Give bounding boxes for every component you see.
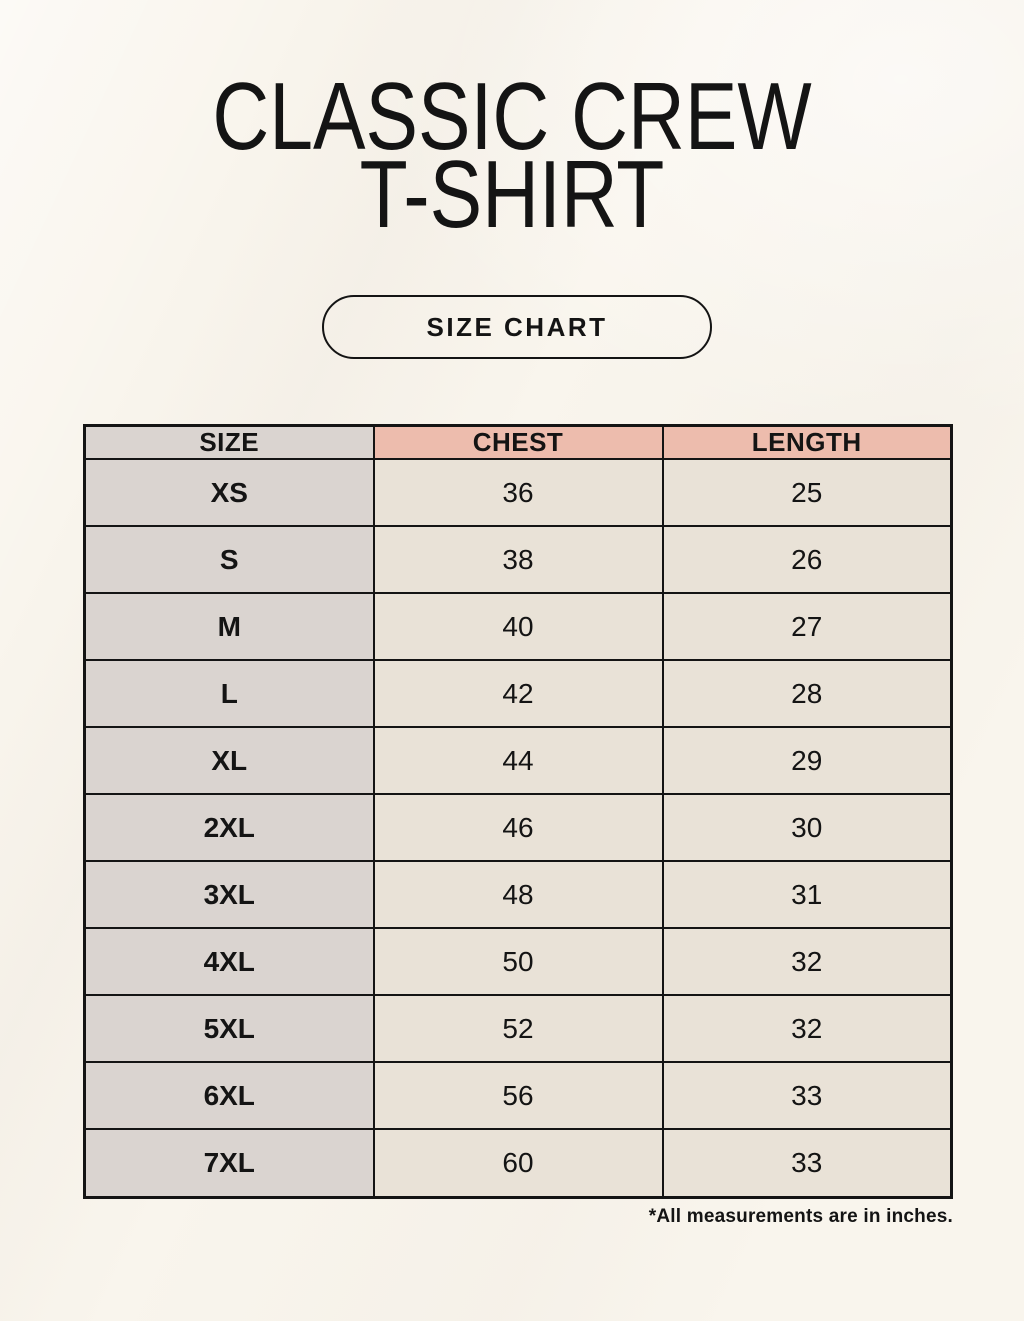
size-table	[83, 424, 953, 1199]
page-title-line-1: CLASSIC CREW	[212, 63, 812, 170]
chest-cell: 40	[374, 593, 663, 660]
table-row	[85, 928, 952, 995]
table-row	[85, 1129, 952, 1197]
table-row	[85, 593, 952, 660]
chest-cell: 56	[374, 1062, 663, 1129]
size-table-container	[83, 424, 953, 1199]
length-cell: 28	[663, 660, 952, 727]
header-row	[85, 426, 952, 460]
size-cell: 2XL	[85, 794, 374, 861]
chest-cell: 50	[374, 928, 663, 995]
page-title-line-2: T-SHIRT	[359, 141, 665, 248]
size-cell: L	[85, 660, 374, 727]
chest-cell: 48	[374, 861, 663, 928]
chest-cell: 46	[374, 794, 663, 861]
length-cell: 30	[663, 794, 952, 861]
length-cell: 25	[663, 459, 952, 526]
header-cell-size: SIZE	[85, 426, 374, 460]
chest-cell: 52	[374, 995, 663, 1062]
table-row	[85, 660, 952, 727]
table-row	[85, 1062, 952, 1129]
table-row	[85, 794, 952, 861]
size-cell: 7XL	[85, 1129, 374, 1197]
length-cell: 33	[663, 1129, 952, 1197]
table-row	[85, 995, 952, 1062]
length-cell: 31	[663, 861, 952, 928]
table-row	[85, 459, 952, 526]
header-cell-length: LENGTH	[663, 426, 952, 460]
size-cell: XL	[85, 727, 374, 794]
table-row	[85, 526, 952, 593]
chest-cell: 42	[374, 660, 663, 727]
chest-cell: 36	[374, 459, 663, 526]
length-cell: 27	[663, 593, 952, 660]
size-cell: 6XL	[85, 1062, 374, 1129]
chest-cell: 60	[374, 1129, 663, 1197]
length-cell: 26	[663, 526, 952, 593]
chest-cell: 38	[374, 526, 663, 593]
length-cell: 33	[663, 1062, 952, 1129]
size-cell: 5XL	[85, 995, 374, 1062]
page-title	[92, 63, 932, 248]
table-row	[85, 727, 952, 794]
size-cell: S	[85, 526, 374, 593]
size-table-body	[85, 459, 952, 1198]
length-cell: 32	[663, 995, 952, 1062]
header-cell-chest: CHEST	[374, 426, 663, 460]
length-cell: 32	[663, 928, 952, 995]
size-chart-badge-label: SIZE CHART	[426, 311, 608, 342]
size-cell: 3XL	[85, 861, 374, 928]
chest-cell: 44	[374, 727, 663, 794]
size-chart-badge	[322, 295, 712, 359]
size-table-header	[85, 426, 952, 460]
table-row	[85, 861, 952, 928]
measurements-footnote: *All measurements are in inches.	[648, 1206, 953, 1227]
size-cell: M	[85, 593, 374, 660]
length-cell: 29	[663, 727, 952, 794]
size-cell: 4XL	[85, 928, 374, 995]
size-cell: XS	[85, 459, 374, 526]
